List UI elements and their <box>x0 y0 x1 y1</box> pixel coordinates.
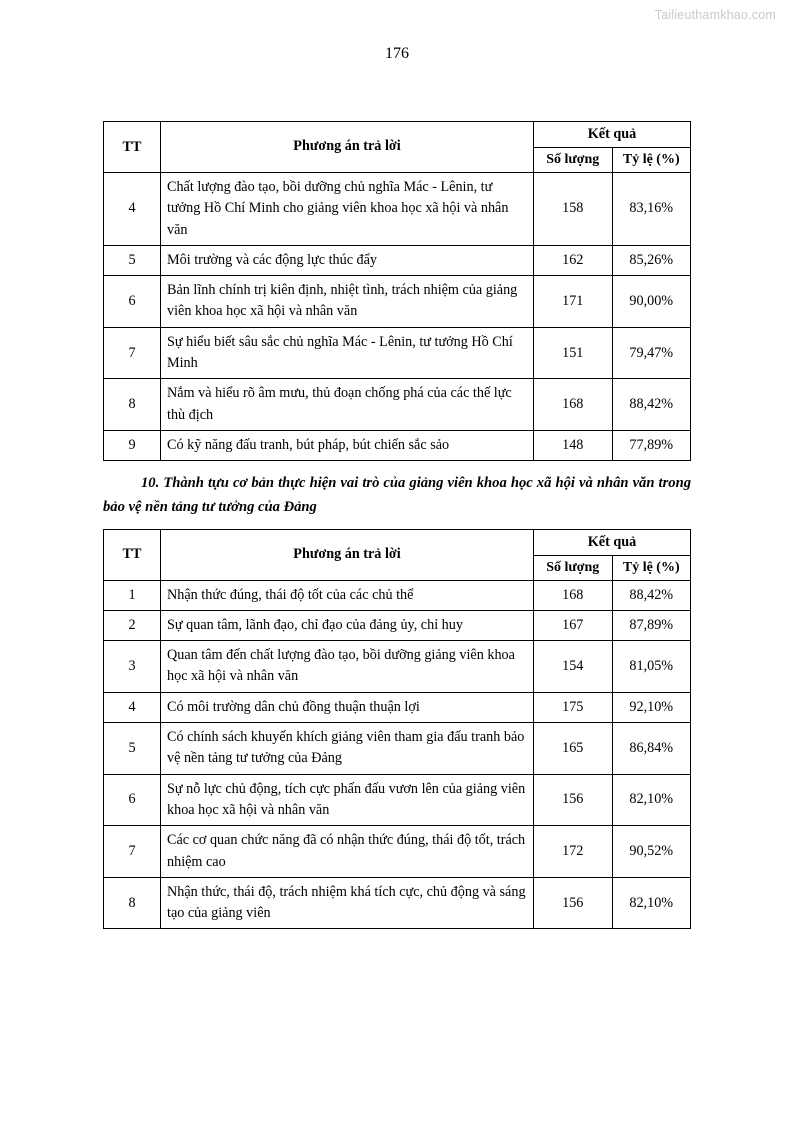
table-row <box>104 379 691 431</box>
cell-answer: Chất lượng đào tạo, bồi dưỡng chủ nghĩa Mác - Lênin, tư tưởng Hồ Chí Minh cho giảng viên khoa học xã hội và nhân văn <box>161 173 534 246</box>
cell-count: 154 <box>534 641 613 693</box>
cell-count: 167 <box>534 610 613 640</box>
th-tt: TT <box>104 529 161 580</box>
cell-count: 171 <box>534 276 613 328</box>
cell-tt: 6 <box>104 774 161 826</box>
cell-rate: 90,52% <box>612 826 691 878</box>
cell-tt: 8 <box>104 379 161 431</box>
cell-answer: Có môi trường dân chủ đồng thuận thuận lợi <box>161 692 534 722</box>
cell-tt: 7 <box>104 327 161 379</box>
th-tt: TT <box>104 122 161 173</box>
cell-count: 165 <box>534 723 613 775</box>
table-row <box>104 641 691 693</box>
cell-answer: Nắm và hiểu rõ âm mưu, thủ đoạn chống phá của các thế lực thù địch <box>161 379 534 431</box>
th-answer: Phương án trả lời <box>161 529 534 580</box>
table-row <box>104 826 691 878</box>
cell-rate: 92,10% <box>612 692 691 722</box>
section-caption: 10. Thành tựu cơ bản thực hiện vai trò của giảng viên khoa học xã hội và nhân văn trong bảo vệ nền tảng tư tưởng của Đảng <box>103 475 691 515</box>
cell-rate: 90,00% <box>612 276 691 328</box>
cell-count: 158 <box>534 173 613 246</box>
table-row <box>104 529 691 555</box>
survey-table-1 <box>103 121 691 461</box>
cell-tt: 4 <box>104 692 161 722</box>
cell-answer: Các cơ quan chức năng đã có nhận thức đúng, thái độ tốt, trách nhiệm cao <box>161 826 534 878</box>
cell-rate: 82,10% <box>612 877 691 929</box>
cell-rate: 88,42% <box>612 379 691 431</box>
cell-rate: 87,89% <box>612 610 691 640</box>
cell-answer: Sự quan tâm, lãnh đạo, chỉ đạo của đảng ủy, chỉ huy <box>161 610 534 640</box>
table-row <box>104 774 691 826</box>
cell-rate: 77,89% <box>612 430 691 460</box>
cell-rate: 83,16% <box>612 173 691 246</box>
cell-count: 156 <box>534 774 613 826</box>
cell-count: 151 <box>534 327 613 379</box>
th-answer: Phương án trả lời <box>161 122 534 173</box>
cell-count: 148 <box>534 430 613 460</box>
table-row <box>104 173 691 246</box>
th-rate: Tỷ lệ (%) <box>612 148 691 173</box>
cell-tt: 4 <box>104 173 161 246</box>
table-2-head <box>104 529 691 580</box>
cell-answer: Quan tâm đến chất lượng đào tạo, bồi dưỡng giảng viên khoa học xã hội và nhân văn <box>161 641 534 693</box>
table-1-head <box>104 122 691 173</box>
cell-rate: 82,10% <box>612 774 691 826</box>
cell-rate: 79,47% <box>612 327 691 379</box>
th-count: Số lượng <box>534 148 613 173</box>
cell-tt: 1 <box>104 580 161 610</box>
cell-tt: 8 <box>104 877 161 929</box>
cell-answer: Môi trường và các động lực thúc đẩy <box>161 245 534 275</box>
cell-count: 168 <box>534 580 613 610</box>
cell-answer: Sự hiểu biết sâu sắc chủ nghĩa Mác - Lênin, tư tưởng Hồ Chí Minh <box>161 327 534 379</box>
page-number: 176 <box>385 45 409 62</box>
cell-rate: 81,05% <box>612 641 691 693</box>
cell-tt: 6 <box>104 276 161 328</box>
cell-answer: Nhận thức, thái độ, trách nhiệm khá tích cực, chủ động và sáng tạo của giảng viên <box>161 877 534 929</box>
table-2-body <box>104 580 691 929</box>
th-count: Số lượng <box>534 555 613 580</box>
table-row <box>104 245 691 275</box>
table-row <box>104 877 691 929</box>
table-row <box>104 692 691 722</box>
table-row <box>104 610 691 640</box>
cell-tt: 7 <box>104 826 161 878</box>
cell-answer: Nhận thức đúng, thái độ tốt của các chủ thể <box>161 580 534 610</box>
table-row <box>104 723 691 775</box>
cell-rate: 88,42% <box>612 580 691 610</box>
cell-answer: Bản lĩnh chính trị kiên định, nhiệt tình, trách nhiệm của giảng viên khoa học xã hội và nhân văn <box>161 276 534 328</box>
cell-count: 168 <box>534 379 613 431</box>
watermark-text: Tailieuthamkhao.com <box>654 8 776 22</box>
cell-answer: Sự nỗ lực chủ động, tích cực phấn đấu vươn lên của giảng viên khoa học xã hội và nhân văn <box>161 774 534 826</box>
cell-count: 175 <box>534 692 613 722</box>
cell-rate: 86,84% <box>612 723 691 775</box>
th-rate: Tỷ lệ (%) <box>612 555 691 580</box>
cell-count: 172 <box>534 826 613 878</box>
page-content <box>103 63 691 929</box>
survey-table-2 <box>103 529 691 930</box>
cell-tt: 9 <box>104 430 161 460</box>
cell-tt: 5 <box>104 245 161 275</box>
table-row <box>104 122 691 148</box>
cell-answer: Có chính sách khuyến khích giảng viên tham gia đấu tranh bảo vệ nền tảng tư tưởng của Đảng <box>161 723 534 775</box>
th-result: Kết quả <box>534 122 691 148</box>
cell-tt: 5 <box>104 723 161 775</box>
cell-tt: 3 <box>104 641 161 693</box>
table-row <box>104 327 691 379</box>
table-row <box>104 580 691 610</box>
cell-count: 156 <box>534 877 613 929</box>
table-row <box>104 430 691 460</box>
cell-rate: 85,26% <box>612 245 691 275</box>
cell-count: 162 <box>534 245 613 275</box>
cell-answer: Có kỹ năng đấu tranh, bút pháp, bút chiến sắc sảo <box>161 430 534 460</box>
table-1-body <box>104 173 691 461</box>
th-result: Kết quả <box>534 529 691 555</box>
cell-tt: 2 <box>104 610 161 640</box>
table-row <box>104 276 691 328</box>
